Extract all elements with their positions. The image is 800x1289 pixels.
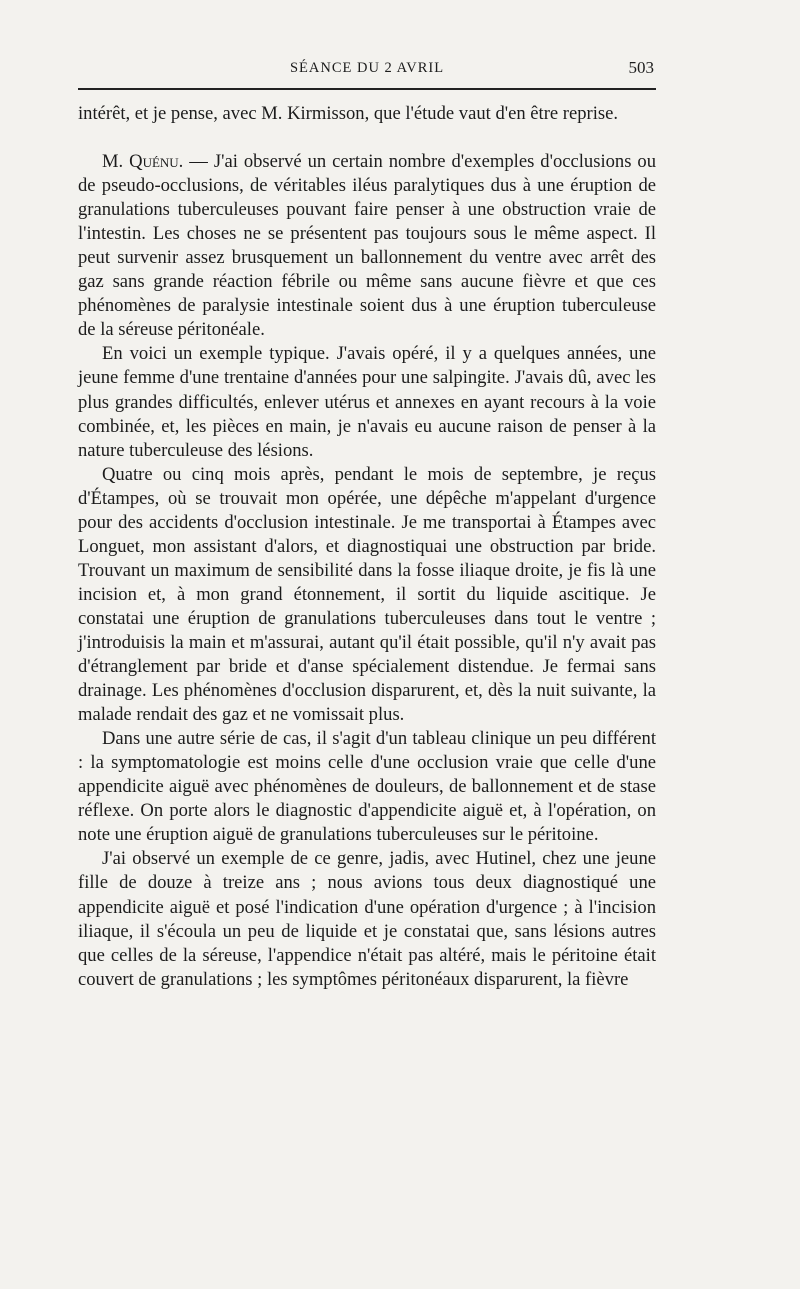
running-title: SÉANCE DU 2 AVRIL bbox=[289, 60, 445, 76]
paragraph-text: — J'ai observé un certain nombre d'exemples d'occlusions ou de pseudo-occlusions, de véritables iléus paralytiques dus à une éruption de granulations tuberculeuses pouvant faire penser à une obstruction vraie de l'intestin. Les choses ne se présentent pas toujours sous le même aspect. Il peut survenir assez brusquement un ballonnement du ventre avec arrêt des gaz sans grande réaction fébrile ou même sans aucune fièvre et que ces phénomènes de paralysie intestinale soient dus à une éruption tuberculeuse de la séreuse péritonéale. bbox=[78, 151, 656, 341]
paragraph: J'ai observé un exemple de ce genre, jadis, avec Hutinel, chez une jeune fille de douze à treize ans ; nous avions tous deux diagnostiqué une appendicite aiguë et posé l'indication d'une opération d'urgence ; à l'incision iliaque, il s'écoula un peu de liquide et je constatai que, sans lésions autres que celles de la séreuse, l'appendice n'était pas altéré, mais le péritoine était couvert de granulations ; les symptômes péritonéaux disparurent, la fièvre bbox=[78, 848, 656, 990]
paragraph-quenu-intro bbox=[78, 150, 656, 342]
header-rule bbox=[78, 88, 656, 90]
paragraph: Quatre ou cinq mois après, pendant le mois de septembre, je reçus d'Étampes, où se trouvait mon opérée, une dépêche m'appelant d'urgence pour des accidents d'occlusion intestinale. Je me transportai à Étampes avec Longuet, mon assistant d'alors, et diagnostiquai une obstruction par bride. Trouvant un maximum de sensibilité dans la fosse iliaque droite, je fis là une incision et, à mon grand étonnement, il sortit du liquide ascitique. Je constatai une éruption de granulations tuberculeuses dans tout le ventre ; j'introduisis la main et m'assurai, autant qu'il était possible, qu'il n'y avait pas d'étranglement par bride et d'anse spécialement distendue. Je fermai sans drainage. Les phénomènes d'occlusion disparurent, et, dès la nuit suivante, la malade rendait des gaz et ne vomissait plus. bbox=[78, 463, 656, 726]
page-number: 503 bbox=[628, 58, 654, 77]
body-text bbox=[78, 102, 656, 992]
running-head bbox=[78, 52, 656, 82]
speaker-name: M. Quénu. bbox=[102, 151, 184, 173]
paragraph-continuation: intérêt, et je pense, avec M. Kirmisson, que l'étude vaut d'en être reprise. bbox=[78, 103, 619, 124]
paragraph: En voici un exemple typique. J'avais opéré, il y a quelques années, une jeune femme d'une trentaine d'années pour une salpingite. J'avais dû, avec les plus grandes difficultés, enlever utérus et annexes en ayant recours à la voie combinée, et, les pièces en main, je n'avais eu aucune raison de penser à la nature tuberculeuse des lésions. bbox=[78, 343, 656, 461]
book-page bbox=[78, 52, 656, 992]
paragraph: Dans une autre série de cas, il s'agit d'un tableau clinique un peu différent : la symptomatologie est moins celle d'une occlusion vraie que celle d'une appendicite aiguë avec phénomènes de douleurs, de ballonnement et de stase réflexe. On porte alors le diagnostic d'appendicite aiguë et, à l'opération, on note une éruption aiguë de granulations tuberculeuses sur le péritoine. bbox=[78, 728, 656, 846]
